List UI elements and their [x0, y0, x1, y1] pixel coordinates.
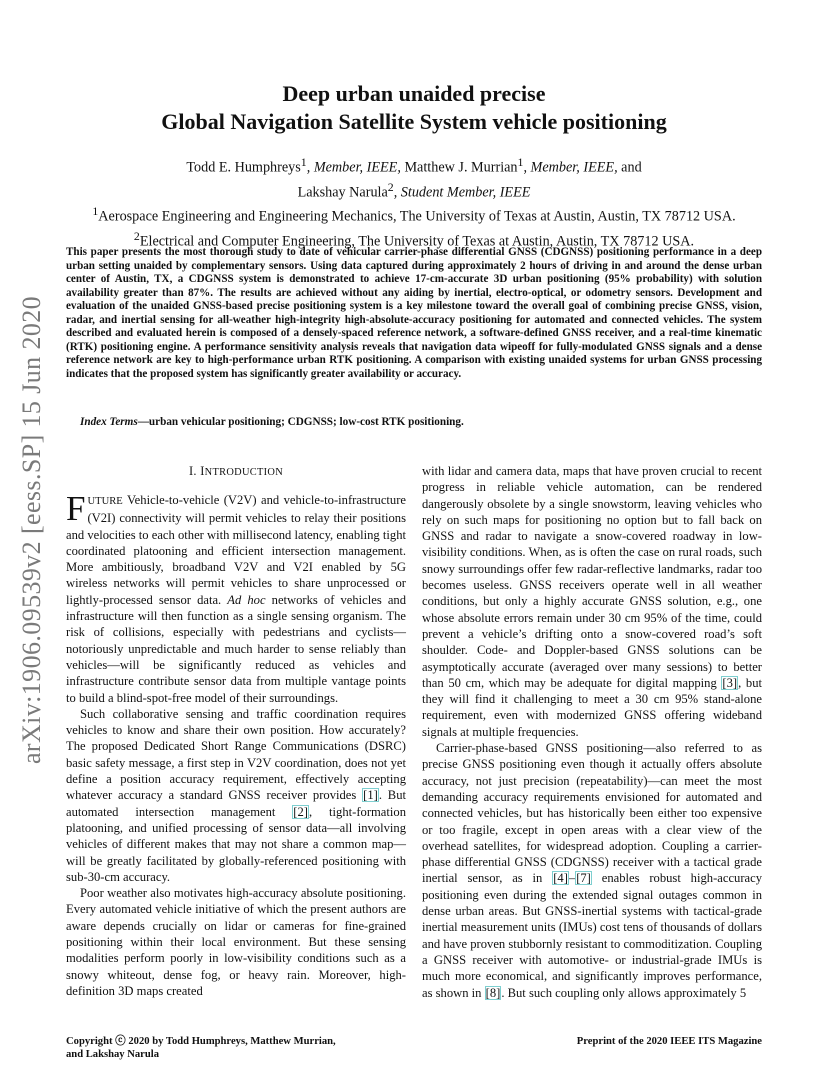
affiliation-2-text: Electrical and Computer Engineering, The University of Texas at Austin, Austin, TX 78712 USA.	[139, 233, 695, 250]
affiliation-1-sup: 1	[92, 204, 99, 219]
author-3-sup: 2	[387, 179, 394, 194]
left-column	[66, 463, 406, 999]
citation-7-link[interactable]: [7]	[576, 871, 591, 886]
arxiv-stamp-text: arXiv:1906.09539v2 [eess.SP] 15 Jun 2020	[17, 295, 46, 765]
author-2-name: Matthew J. Murrian	[404, 159, 518, 176]
footer-preprint: Preprint of the 2020 IEEE ITS Magazine	[576, 1036, 762, 1047]
citation-1-link[interactable]: [1]	[363, 788, 378, 803]
abstract: This paper presents the most thorough study to date of vehicular carrier-phase differential GNSS (CDGNSS) positioning performance in a deep urban setting unaided by complementary sensors. Using data captured during approximately 2 hours of driving in and around the dense urban center of Austin, TX, a CDGNSS system is demonstrated to achieve 17-cm-accurate 3D urban positioning (95% probability) with solution availability greater than 87%. The results are achieved without any aiding by inertial, electro-optical, or odometry sensors. Development and evaluation of the unaided GNSS-based precise positioning system is a key milestone toward the overall goal of combining precise GNSS, vision, radar, and inertial sensing for all-weather high-integrity high-absolute-accuracy positioning for automated and connected vehicles. The system described and evaluated herein is composed of a densely-spaced reference network, a software-defined GNSS receiver, and a real-time kinematic (RTK) positioning engine. A performance sensitivity analysis reveals that navigation data wipeoff for fully-modulated GNSS signals and a dense reference network are key to high-performance urban RTK positioning. A comparison with existing unaided systems for urban GNSS processing indicates that the proposed system has significantly greater availability or accuracy.	[66, 246, 762, 380]
title-line-1: Deep urban unaided precise	[282, 81, 546, 106]
paragraph-1-text-a: Vehicle-to-vehicle (V2V) and vehicle-to-infrastructure (V2I) connectivity will permit vehicles to relay their positions and velocities to each other with millisecond latency, enabling tight coordinated platooning and efficient intersection management. More ambitiously, broadband V2V and V2I enabled by 5G wireless networks will permit vehicles to share unprocessed or lightly-processed sensor data.	[66, 493, 406, 607]
author-3-role: Student Member, IEEE	[400, 184, 531, 201]
right-column	[422, 463, 762, 1001]
author-3-name: Lakshay Narula	[297, 184, 388, 201]
citation-3-link[interactable]: [3]	[722, 675, 738, 690]
author-and: and	[621, 159, 642, 176]
paragraph-1-text-b: networks of vehicles and infrastructure will then function as a single sensing organism. The risk of collisions, especially with pedestrians and cyclists—notoriously unpredictable and much harder to sense reliably than vehicles—will be significantly reduced as vehicles and infrastructure contribute sensor data from multiple vantage points to build a blind-spot-free model of their surroundings.	[66, 592, 407, 705]
section-first-letter: I	[200, 464, 205, 478]
paragraph-2-text-b: . But automated intersection management	[66, 788, 406, 819]
author-2-sup: 1	[517, 155, 524, 169]
affiliation-2-sup: 2	[133, 229, 140, 244]
index-terms	[80, 415, 760, 429]
paragraph-3: Poor weather also motivates high-accuracy absolute positioning. Every automated vehicle initiative of which the present authors are aware depends crucially on lidar or cameras for fine-grained positioning within their local environment. But these sensing modalities perform poorly in low-visibility conditions such as a snowy whiteout, dense fog, or heavy rain. Moreover, high-definition 3D maps created	[66, 886, 406, 998]
paragraph-5-text-b: enables robust high-accuracy positioning even during the extended signal outages common in dense urban areas. But GNSS-inertial systems with tactical-grade inertial measurement units (IMUs) cost tens of thousands of dollars and have proven stubbornly resistant to commoditization. Coupling a GNSS receiver with automotive- or industrial-grade IMUs is much more economical, and significantly improves performance, as shown in	[422, 871, 763, 1000]
paper-title	[66, 80, 762, 136]
citation-2-link[interactable]: [2]	[293, 804, 308, 819]
index-terms-text: —urban vehicular positioning; CDGNSS; low-cost RTK positioning.	[137, 416, 464, 428]
section-heading	[66, 463, 406, 481]
paragraph-5	[422, 740, 762, 1001]
footer-copyright	[66, 1035, 386, 1061]
index-terms-label: Index Terms	[80, 416, 138, 428]
footer-copyright-line-2: and Lakshay Narula	[66, 1049, 160, 1060]
section-rest: NTRODUCTION	[204, 467, 283, 478]
author-block	[66, 153, 762, 252]
author-1-role: Member, IEEE,	[313, 159, 401, 176]
paragraph-5-text-a: Carrier-phase-based GNSS positioning—also referred to as precise GNSS positioning even though it actually offers absolute accuracy, not just precision (repeatability)—can meet the most demanding accuracy requirements envisioned for automated and connected vehicles, but has historically been either too expensive or too fragile, except in open areas with a clear view of the overhead satellites, for widespread adoption. Coupling a carrier-phase differential GNSS (CDGNSS) receiver with a tactical grade inertial sensor, as in	[422, 741, 762, 886]
drop-cap: F	[66, 489, 86, 528]
paragraph-5-text-c: . But such coupling only allows approximately 5	[501, 985, 747, 1000]
affiliation-1-text: Aerospace Engineering and Engineering Mechanics, The University of Texas at Austin, Austin, TX 78712 USA.	[98, 209, 736, 226]
section-numeral: I.	[188, 464, 197, 478]
footer-copyright-line-1: Copyright ⓒ 2020 by Todd Humphreys, Matthew Murrian,	[66, 1036, 336, 1047]
paragraph-2	[66, 706, 406, 885]
author-line-1: Todd E. Humphreys$^1$, Member, IEEE, Matthew J. Murrian$^1$, Member, IEEE, and	[186, 155, 642, 176]
first-word-smallcaps: UTURE	[87, 496, 123, 507]
author-1-sup: 1	[300, 155, 307, 169]
author-2-role: Member, IEEE,	[530, 159, 618, 176]
author-1-name: Todd E. Humphreys	[186, 159, 301, 176]
author-line-2: Lakshay Narula$^2$, Student Member, IEEE	[297, 179, 531, 201]
citation-8-link[interactable]: [8]	[485, 985, 501, 1000]
paragraph-2-text-c: , tight-formation platooning, and unified processing of sensor data—all involving vehicles of different makes that may not share a common map—will be greatly facilitated by globally-referenced positioning with sub-30-cm accuracy.	[66, 804, 406, 884]
arxiv-stamp	[8, 290, 56, 770]
title-line-2: Global Navigation Satellite System vehicle positioning	[161, 109, 667, 134]
citation-4-link[interactable]: [4]	[553, 871, 568, 886]
paragraph-4	[422, 463, 762, 740]
paragraph-4-text-b: , but they will find it challenging to meet a 30 cm 95% stand-alone requirement, even with modernized GNSS offering wideband signals at multiple frequencies.	[422, 675, 763, 739]
paragraph-1	[66, 489, 407, 706]
citation-range-dash: –	[568, 871, 576, 886]
affiliation-1	[66, 202, 762, 227]
paragraph-2-text-a: Such collaborative sensing and traffic coordination requires vehicles to know and share their own position. How accurately? The proposed Dedicated Short Range Communications (DSRC) basic safety message, a first step in V2V coordination, does not yet define a position accuracy requirement, effectively accepting whatever accuracy a standard GNSS receiver provides	[66, 706, 406, 803]
ad-hoc-italic: Ad hoc	[227, 592, 266, 607]
paragraph-4-text-a: with lidar and camera data, maps that have proven crucial to recent progress in reliable vehicle automation, can be rendered dangerously obsolete by a single snowstorm, leaving vehicles who rely on such maps for positioning no option but to fall back on GNSS and radar to navigate a snow-covered roadway in low-visibility conditions. When, as is often the case on rural roads, such snowy surroundings offer few radar-reflective landmarks, radar too becomes useless. GNSS receivers operate well in all weather conditions, but only a highly accurate GNSS solution, e.g., one whose absolute errors remain under 30 cm 95% of the time, could prevent a vehicle’s drifting onto a snow-covered road’s soft shoulder. Code- and Doppler-based GNSS solutions can be asymptotically accurate (averaged over many sessions) to better than 50 cm, which may be adequate for digital mapping	[422, 464, 762, 690]
